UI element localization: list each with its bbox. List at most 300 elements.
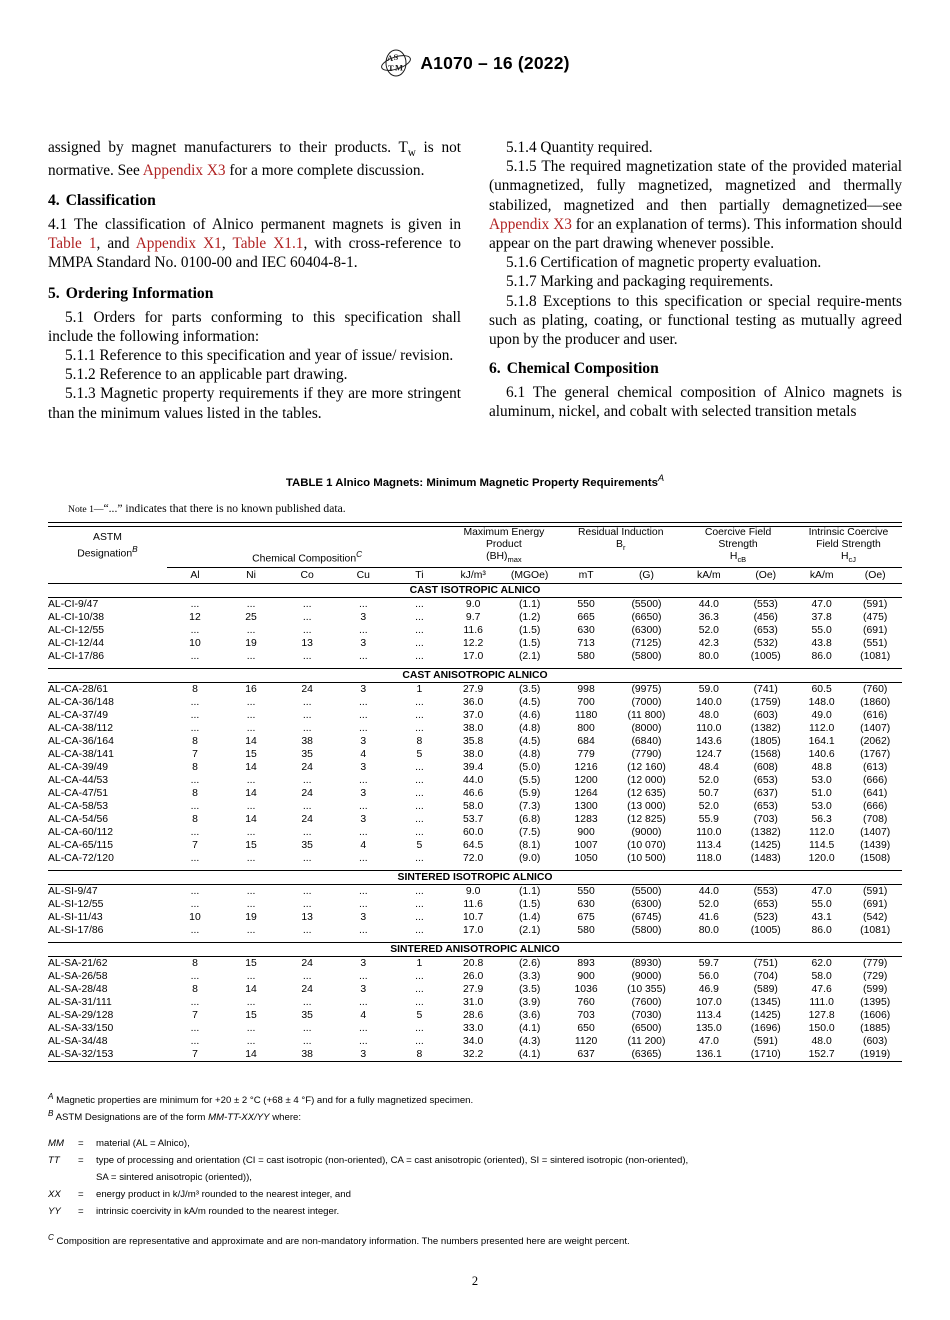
cell-value: ...: [415, 853, 424, 865]
cell-value: 8: [192, 958, 198, 970]
section-4-title: Classification: [65, 192, 156, 210]
cell-value: ...: [246, 801, 256, 813]
header-hcj-line1: Intrinsic Coercive: [808, 526, 889, 538]
definition-term: TT: [48, 1154, 60, 1166]
table-row: [48, 637, 902, 650]
cell-value: (691): [863, 899, 888, 911]
cell-value: 52.0: [698, 775, 719, 787]
cell-value: 1264: [574, 788, 598, 800]
cell-value: (1860): [860, 697, 891, 709]
definition-text: material (AL = Alnico),: [96, 1137, 190, 1149]
table-footnotes: [48, 1091, 906, 1248]
cell-value: (6745): [631, 912, 662, 924]
cell-value: ...: [415, 984, 424, 996]
header-chem-footnote-marker: C: [356, 548, 363, 559]
cell-value: ...: [415, 971, 424, 983]
header-coercive-field-strength: [681, 526, 795, 567]
cell-value: 1036: [574, 984, 598, 996]
table-row: [48, 813, 902, 826]
cell-value: (8.1): [518, 840, 541, 852]
cell-value: 43.8: [811, 638, 832, 650]
cell-value: (603): [753, 710, 778, 722]
paragraph-5-1-2: 5.1.2 Reference to an applicable part drawing.: [65, 366, 348, 384]
cell-value: ...: [302, 801, 312, 813]
cell-value: (6365): [631, 1049, 662, 1061]
cell-value: ...: [246, 827, 256, 839]
cell-astm-designation: AL-SI-11/43: [48, 912, 103, 924]
cell-value: (7000): [631, 697, 662, 709]
footnote-b-designation-form: MM-TT-XX/YY: [208, 1111, 270, 1123]
cell-value: 150.0: [808, 1023, 835, 1035]
cell-value: (553): [753, 886, 778, 898]
cell-value: ...: [415, 1036, 424, 1048]
table-row: [48, 852, 902, 865]
table-row: [48, 787, 902, 800]
cell-value: 1283: [574, 814, 598, 826]
cell-value: 1200: [574, 775, 598, 787]
cell-value: 14: [245, 762, 257, 774]
cell-value: ...: [302, 651, 312, 663]
header-hcj-line2: Field Strength: [816, 539, 881, 551]
cell-value: 580: [577, 651, 595, 663]
cell-value: ...: [358, 997, 368, 1009]
definition-text: type of processing and orientation (CI = cast isotropic (non-oriented), CA = cast anisotropic (oriented), SI = sintered isotropic (non-oriented),: [96, 1154, 689, 1166]
cell-value: ...: [358, 1023, 368, 1035]
unit-al: Al: [167, 568, 223, 584]
cell-value: ...: [358, 801, 368, 813]
cell-value: (553): [753, 599, 778, 611]
footnote-c-text: Composition are representative and approximate and are non-mandatory information. The numbers presented here are weight percent.: [53, 1235, 630, 1247]
table-row: [48, 748, 902, 761]
cell-value: 112.0: [809, 723, 835, 735]
link-appendix-x3[interactable]: Appendix X3: [489, 215, 572, 233]
cell-value: ...: [190, 697, 200, 709]
cell-value: 35.8: [463, 736, 484, 748]
cell-value: ...: [415, 1023, 424, 1035]
cell-value: 4: [360, 749, 367, 761]
cell-value: 8: [192, 814, 198, 826]
cell-value: ...: [358, 925, 368, 937]
cell-value: 37.8: [811, 612, 832, 624]
table-row: [48, 911, 902, 924]
cell-value: 10: [189, 638, 201, 650]
cell-value: (2.6): [518, 958, 541, 970]
table-body: [48, 584, 902, 1064]
cell-value: (1508): [860, 853, 891, 865]
header-mep-line1: Maximum Energy: [463, 526, 545, 538]
cell-value: ...: [246, 697, 256, 709]
cell-value: 3: [360, 958, 367, 970]
table-head: [48, 522, 902, 583]
cell-value: 60.0: [463, 827, 484, 839]
cell-value: 50.7: [698, 788, 719, 800]
cell-astm-designation: AL-CA-39/49: [48, 762, 109, 774]
cell-value: (456): [753, 612, 778, 624]
cell-value: (760): [863, 684, 888, 696]
cell-value: ...: [302, 775, 312, 787]
cell-value: 1216: [574, 762, 598, 774]
table-row: [48, 709, 902, 722]
cell-astm-designation: AL-CA-58/53: [48, 801, 109, 813]
cell-value: (3.5): [518, 684, 541, 696]
cell-value: 33.0: [463, 1023, 484, 1035]
cell-value: (1005): [750, 651, 781, 663]
table-bottom-rule: [48, 1062, 902, 1064]
cell-value: (2.1): [518, 925, 541, 937]
cell-value: 113.4: [696, 840, 722, 852]
table-row: [48, 774, 902, 787]
cell-value: 8: [192, 762, 198, 774]
cell-value: ...: [246, 625, 256, 637]
cell-value: 550: [577, 886, 595, 898]
cell-value: (12 635): [627, 788, 666, 800]
cell-value: 44.0: [698, 886, 719, 898]
cell-value: 11.6: [463, 625, 483, 637]
header-chemical-composition: [167, 526, 448, 567]
cell-value: ...: [415, 697, 424, 709]
cell-value: 46.6: [463, 788, 484, 800]
cell-value: 3: [360, 984, 367, 996]
cell-value: (1.5): [518, 638, 541, 650]
cell-value: (1.2): [518, 612, 541, 624]
cell-value: ...: [415, 827, 424, 839]
cell-astm-designation: AL-SA-33/150: [48, 1023, 114, 1035]
cell-astm-designation: AL-CA-72/120: [48, 853, 114, 865]
cell-value: 760: [577, 997, 595, 1009]
cell-value: 34.0: [463, 1036, 484, 1048]
cell-value: 53.0: [811, 801, 832, 813]
cell-value: 7: [192, 840, 198, 852]
cell-value: ...: [415, 925, 424, 937]
section-6-number: 6.: [489, 360, 501, 378]
cell-value: 36.3: [698, 612, 719, 624]
link-appendix-x1[interactable]: Appendix X1: [135, 235, 222, 253]
paragraph-4-1: [48, 215, 461, 273]
table-section-header-label: SINTERED ISOTROPIC ALNICO: [48, 871, 902, 885]
cell-value: ...: [246, 723, 256, 735]
unit-cu: Cu: [335, 568, 391, 584]
cell-value: ...: [302, 853, 312, 865]
cell-value: 24: [301, 814, 313, 826]
cell-value: 38: [301, 736, 313, 748]
continued-text-2: is not normative. See: [48, 139, 461, 179]
cell-value: 14: [245, 984, 257, 996]
cell-value: 110.0: [696, 827, 722, 839]
definition-term: XX: [48, 1188, 61, 1200]
cell-value: 140.0: [695, 697, 722, 709]
cell-value: 1050: [574, 853, 598, 865]
cell-value: 15: [245, 958, 257, 970]
cell-value: 44.0: [698, 599, 719, 611]
para-4-1-text-c: ,: [221, 235, 233, 253]
cell-value: (1439): [860, 840, 891, 852]
cell-value: ...: [190, 899, 200, 911]
cell-value: ...: [190, 710, 200, 722]
link-table-x1-1[interactable]: Table X1.1: [232, 235, 304, 253]
cell-value: 24: [301, 958, 313, 970]
cell-value: (523): [753, 912, 778, 924]
link-table-1[interactable]: Table 1: [48, 235, 97, 253]
unit-ka-m-hcj: kA/m: [795, 568, 848, 584]
astm-logo-icon: [380, 48, 412, 78]
cell-value: 580: [577, 925, 595, 937]
cell-value: 9.0: [465, 599, 481, 611]
cell-value: (2062): [860, 736, 891, 748]
cell-value: 1300: [574, 801, 598, 813]
cell-value: 48.4: [698, 762, 719, 774]
cell-value: 35: [301, 1010, 313, 1022]
cell-value: 27.9: [463, 984, 484, 996]
cell-value: (1407): [860, 723, 891, 735]
cell-value: (11 200): [627, 1036, 666, 1048]
cell-value: 19: [245, 638, 257, 650]
cell-value: 48.8: [811, 762, 832, 774]
cell-value: 3: [360, 612, 367, 624]
cell-value: (1081): [860, 925, 891, 937]
cell-value: ...: [302, 625, 312, 637]
cell-value: (12 825): [627, 814, 666, 826]
cell-value: (4.3): [518, 1036, 541, 1048]
header-hcb-subscript: cB: [737, 555, 747, 565]
table-row: [48, 1022, 902, 1035]
cell-value: ...: [246, 599, 256, 611]
table-row: [48, 898, 902, 911]
cell-value: 3: [360, 814, 367, 826]
cell-value: ...: [358, 710, 368, 722]
cell-value: 14: [245, 736, 257, 748]
cell-value: ...: [415, 814, 424, 826]
cell-value: (591): [863, 886, 888, 898]
unit-oe-hcb: (Oe): [737, 568, 795, 584]
cell-value: 3: [360, 684, 367, 696]
cell-value: (779): [863, 958, 888, 970]
cell-value: 58.0: [463, 801, 484, 813]
cell-value: ...: [415, 625, 424, 637]
cell-value: 72.0: [463, 853, 484, 865]
cell-value: 36.0: [463, 697, 484, 709]
cell-value: ...: [190, 723, 200, 735]
cell-value: 32.2: [463, 1049, 484, 1061]
cell-value: ...: [415, 612, 424, 624]
cell-value: 637: [577, 1049, 595, 1061]
cell-value: 47.6: [811, 984, 832, 996]
cell-value: (6300): [631, 625, 662, 637]
para-5-1-5-text-a: 5.1.5 The required magnetization state of the provided material (unmagnetized, fully magnetized, magnetized and thermally stabilized, magnetized and then partially demagnetized—see: [489, 158, 902, 214]
table-caption-text: TABLE 1 Alnico Magnets: Minimum Magnetic Property Requirements: [285, 476, 659, 489]
cell-value: 1007: [574, 840, 598, 852]
cell-value: 998: [577, 684, 595, 696]
cell-value: ...: [358, 899, 368, 911]
unit-ka-m-hcb: kA/m: [681, 568, 736, 584]
cell-value: (3.5): [518, 984, 541, 996]
cell-value: 86.0: [811, 925, 832, 937]
cell-value: 140.6: [808, 749, 835, 761]
cell-value: 25: [245, 612, 257, 624]
cell-value: (1759): [750, 697, 781, 709]
cell-value: 38: [301, 1049, 313, 1061]
cell-value: 110.0: [696, 723, 722, 735]
table-row: [48, 996, 902, 1009]
cell-value: ...: [415, 775, 424, 787]
paragraph-continued: [48, 138, 461, 180]
cell-value: ...: [190, 925, 200, 937]
unit-ti: Ti: [391, 568, 447, 584]
cell-value: ...: [302, 710, 312, 722]
cell-value: ...: [415, 912, 424, 924]
cell-value: ...: [415, 638, 424, 650]
cell-value: 60.5: [811, 684, 832, 696]
continued-text-1: assigned by magnet manufacturers to their products. T: [48, 139, 408, 156]
cell-value: (7030): [631, 1010, 662, 1022]
cell-value: ...: [190, 1023, 200, 1035]
cell-value: 4: [360, 840, 367, 852]
cell-value: (6650): [631, 612, 662, 624]
cell-value: ...: [246, 886, 256, 898]
cell-value: (641): [863, 788, 888, 800]
paragraph-5-1-4: 5.1.4 Quantity required.: [506, 139, 653, 156]
cell-value: 893: [577, 958, 595, 970]
table-note: [68, 502, 902, 515]
cell-value: (3.9): [518, 997, 541, 1009]
cell-value: (4.8): [518, 749, 541, 761]
cell-value: 51.0: [811, 788, 832, 800]
cell-value: ...: [190, 801, 200, 813]
cell-value: ...: [415, 762, 424, 774]
cell-value: (1425): [750, 1010, 781, 1022]
header-residual-induction: [560, 526, 681, 567]
alnico-magnets-table: [48, 522, 902, 1063]
cell-value: 136.1: [695, 1049, 722, 1061]
cell-value: 118.0: [696, 853, 722, 865]
cell-value: 14: [245, 814, 257, 826]
cell-value: 3: [360, 912, 367, 924]
cell-value: 164.1: [808, 736, 835, 748]
footnote-b: [48, 1108, 906, 1125]
cell-value: ...: [302, 886, 312, 898]
cell-value: (1395): [860, 997, 891, 1009]
cell-value: (666): [863, 775, 888, 787]
cell-value: (1.5): [518, 899, 541, 911]
cell-value: (616): [863, 710, 888, 722]
cell-value: 24: [301, 788, 313, 800]
cell-value: 5: [416, 1010, 423, 1022]
cell-astm-designation: AL-CA-54/56: [48, 814, 109, 826]
header-br-line1: Residual Induction: [578, 526, 664, 538]
cell-value: (1710): [750, 1049, 781, 1061]
cell-value: (1382): [750, 723, 781, 735]
cell-value: 8: [192, 684, 198, 696]
cell-value: 127.8: [808, 1010, 835, 1022]
cell-value: ...: [246, 853, 256, 865]
link-appendix-x3[interactable]: Appendix X3: [142, 161, 226, 179]
table-row: [48, 957, 902, 971]
cell-value: 38.0: [463, 723, 484, 735]
table-row: [48, 800, 902, 813]
cell-value: (6300): [631, 899, 662, 911]
cell-value: 55.9: [698, 814, 719, 826]
table-caption: [48, 473, 902, 489]
cell-value: (542): [863, 912, 888, 924]
cell-value: 37.0: [463, 710, 484, 722]
cell-value: (637): [753, 788, 778, 800]
cell-value: 3: [360, 788, 367, 800]
cell-value: ...: [415, 788, 424, 800]
cell-value: ...: [246, 925, 256, 937]
cell-value: (10 355): [627, 984, 666, 996]
cell-value: (5500): [631, 599, 662, 611]
paragraph-5-1-7: 5.1.7 Marking and packaging requirements.: [506, 273, 774, 291]
footnote-a-text: Magnetic properties are minimum for +20 ± 2 °C (+68 ± 4 °F) and for a fully magnetized specimen.: [53, 1095, 474, 1107]
cell-value: (8930): [631, 958, 662, 970]
cell-value: (1005): [750, 925, 781, 937]
cell-value: ...: [415, 710, 424, 722]
cell-value: ...: [302, 599, 312, 611]
cell-value: (3.6): [518, 1010, 541, 1022]
cell-value: 42.3: [698, 638, 719, 650]
cell-value: (9.0): [518, 853, 541, 865]
table-row: [48, 983, 902, 996]
cell-value: 8: [192, 736, 198, 748]
cell-value: (1606): [860, 1010, 891, 1022]
section-heading-5: [48, 285, 461, 303]
header-intrinsic-coercive-field-strength: [795, 526, 902, 567]
cell-value: 52.0: [698, 801, 719, 813]
cell-value: 55.0: [811, 625, 832, 637]
cell-value: ...: [190, 599, 200, 611]
cell-value: 11.6: [463, 899, 483, 911]
table-row: [48, 722, 902, 735]
cell-astm-designation: AL-CA-37/49: [48, 710, 109, 722]
cell-astm-designation: AL-SI-17/86: [48, 925, 104, 937]
cell-value: ...: [358, 1036, 368, 1048]
cell-value: (13 000): [627, 801, 666, 813]
cell-value: (6.8): [518, 814, 541, 826]
definition-continuation: SA = sintered anisotropic (oriented)),: [96, 1171, 252, 1183]
table-row: [48, 885, 902, 899]
cell-value: 55.0: [811, 899, 832, 911]
cell-value: (10 500): [627, 853, 666, 865]
cell-astm-designation: AL-CI-9/47: [48, 599, 99, 611]
section-5-title: Ordering Information: [65, 284, 214, 302]
subscript-w: w: [407, 147, 416, 160]
cell-value: ...: [415, 997, 424, 1009]
cell-value: ...: [190, 971, 200, 983]
cell-value: (7125): [631, 638, 662, 650]
cell-value: ...: [358, 971, 368, 983]
cell-value: 13: [301, 912, 313, 924]
cell-value: ...: [302, 997, 312, 1009]
cell-value: 1120: [574, 1036, 598, 1048]
cell-value: 15: [245, 1010, 257, 1022]
cell-value: (1805): [750, 736, 781, 748]
section-5-number: 5.: [48, 284, 60, 302]
cell-value: 5: [416, 840, 423, 852]
cell-value: 684: [577, 736, 595, 748]
para-4-1-text-a: 4.1 The classification of Alnico permanent magnets is given in: [48, 216, 461, 234]
unit-kj-m3: kJ/m³: [447, 568, 498, 584]
cell-value: 700: [577, 697, 595, 709]
cell-value: (1885): [860, 1023, 891, 1035]
cell-value: (9000): [631, 971, 662, 983]
cell-value: ...: [358, 625, 368, 637]
svg-text:T: T: [388, 63, 394, 73]
cell-value: (666): [863, 801, 888, 813]
cell-value: (532): [753, 638, 778, 650]
svg-text:A: A: [387, 53, 394, 63]
cell-value: 1: [416, 684, 423, 696]
footnote-b-marker: B: [48, 1108, 54, 1118]
cell-value: 9.7: [465, 612, 481, 624]
